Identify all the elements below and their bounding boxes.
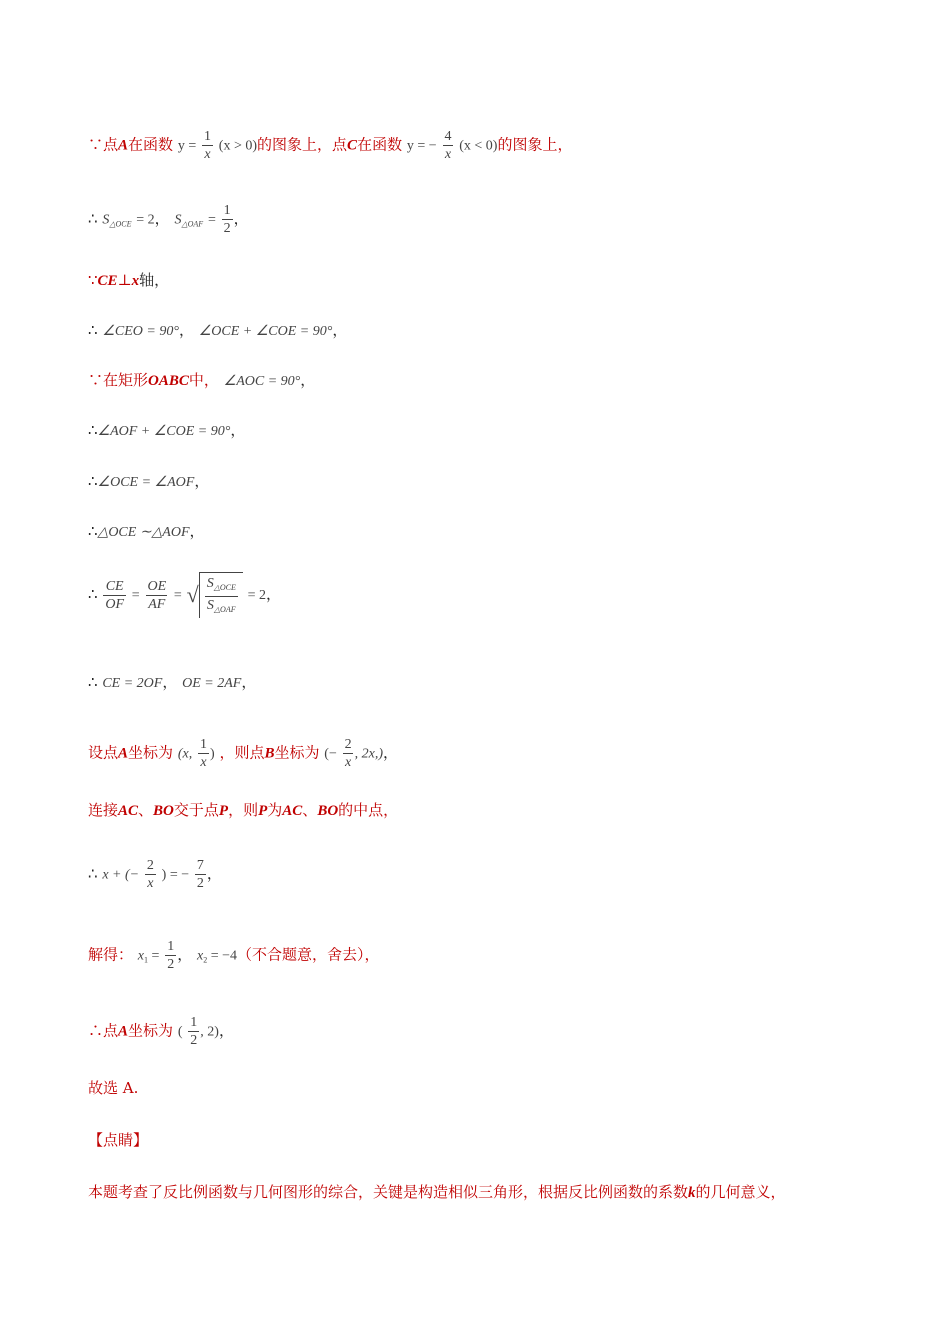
line-11: 设点A坐标为 (x, $\frac{1}{x}$ ) ，则点B坐标为 (− $\frac{2}{x}$ , 2x,)， — [88, 737, 399, 770]
fraction-ce-of: $\frac{CE}{OF}$ — [105, 578, 124, 612]
radical-sign-icon: √ — [186, 582, 199, 607]
line-16: 故选 A. — [88, 1079, 139, 1097]
square-root — [187, 572, 243, 618]
line-7: ∴∠OCE = ∠AOF， — [88, 472, 210, 490]
fraction-one-half: $\frac{1}{2}$ — [167, 939, 175, 972]
fraction-one-half: $\frac{1}{2}$ — [223, 203, 231, 236]
fraction-2-over-x: $\frac{2}{x}$ — [344, 737, 352, 770]
line-18: 本题考查了反比例函数与几何图形的综合，关键是构造相似三角形，根据反比例函数的系数k的几何意义， — [88, 1183, 786, 1201]
fraction-1-over-x: $\frac{1}{x}$ — [204, 129, 212, 162]
fraction-area-ratio: $\frac{S_{\triangle OCE}}{S_{\triangle OAF}}$ — [205, 575, 238, 618]
line-2: ∴ $S_{\triangle OCE} = 2$， $S_{\triangle OAF}$ = $\frac{1}{2}$ ， — [88, 203, 249, 236]
fraction-2-over-x: $\frac{2}{x}$ — [146, 858, 154, 891]
line-17: 【点睛】 — [88, 1131, 149, 1149]
line-14: 解得： $x_1$ = $\frac{1}{2}$ ， $x_2 = -4$（不合题意，舍去）， — [88, 939, 380, 972]
line-12: 连接AC、BO交于点P，则P为AC、BO的中点， — [88, 801, 399, 819]
fraction-4-over-x: $\frac{4}{x}$ — [444, 129, 452, 162]
line-6: ∴∠AOF + ∠COE = 90°， — [88, 421, 246, 439]
fraction-one-half: $\frac{1}{2}$ — [190, 1015, 198, 1048]
line-9: ∴ $\frac{CE}{OF}$ = $\frac{OE}{AF}$ = √ $\frac{S_{\triangle OCE}}{S_{\triangle OAF}}$ = 2， — [88, 572, 281, 618]
fraction-7-over-2: $\frac{7}{2}$ — [196, 858, 204, 891]
line-1: ∵点A在函数 y = $\frac{1}{x}$ (x > 0)的图象上，点C在函数 y = − $\frac{4}{x}$ (x < 0)的图象上， — [88, 129, 573, 162]
line-13: ∴ x + (− $\frac{2}{x}$ ) = − $\frac{7}{2}$ ， — [88, 858, 222, 891]
line-3: ∵CE⊥x轴， — [88, 271, 170, 289]
line-10: ∴ CE = 2OF， OE = 2AF， — [88, 673, 257, 691]
fraction-1-over-x: $\frac{1}{x}$ — [200, 737, 207, 770]
line-8: ∴△OCE ∼△AOF， — [88, 522, 205, 540]
fraction-oe-af: $\frac{OE}{AF}$ — [147, 578, 167, 612]
line-5: ∵在矩形OABC中， ∠AOC = 90°， — [88, 371, 316, 389]
line-15: ∴点A坐标为 ( $\frac{1}{2}$ , 2)， — [88, 1015, 234, 1048]
line-4: ∴ ∠CEO = 90°， ∠OCE + ∠COE = 90°， — [88, 321, 348, 339]
